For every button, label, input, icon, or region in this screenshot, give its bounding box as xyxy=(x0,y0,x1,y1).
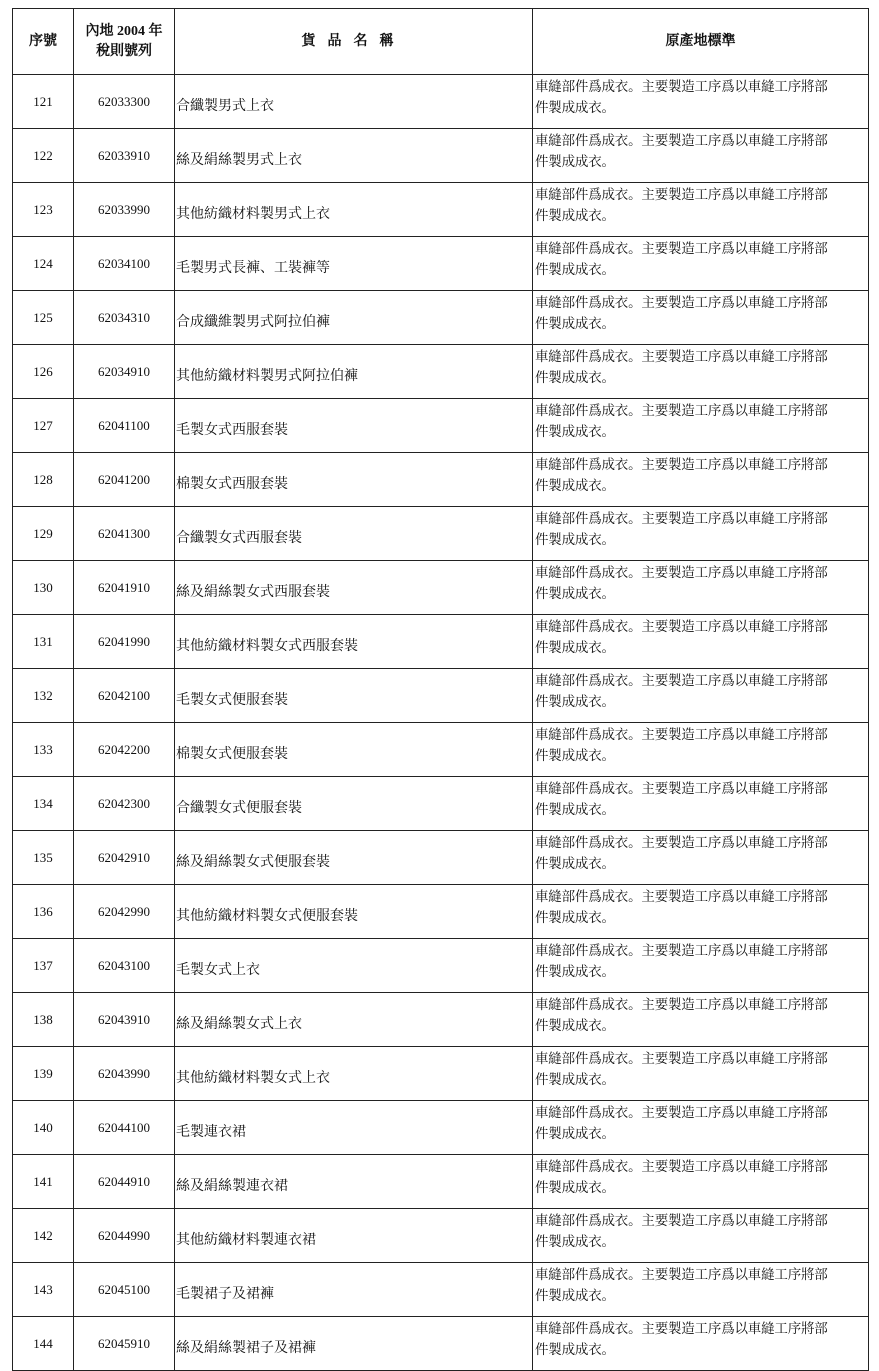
table-row xyxy=(13,1101,869,1155)
table-row xyxy=(13,777,869,831)
row-tariff-code: 62042200 xyxy=(74,723,175,777)
rules-of-origin-table xyxy=(12,8,869,1371)
row-origin-rule xyxy=(533,1047,869,1101)
row-origin-rule xyxy=(533,885,869,939)
row-origin-rule xyxy=(533,777,869,831)
table-row xyxy=(13,453,869,507)
table-row xyxy=(13,885,869,939)
row-seq: 143 xyxy=(13,1263,74,1317)
row-tariff-code: 62043990 xyxy=(74,1047,175,1101)
row-tariff-code: 62044990 xyxy=(74,1209,175,1263)
row-origin-rule-line2: 件製成成衣。 xyxy=(535,154,615,169)
row-origin-rule xyxy=(533,399,869,453)
header-seq: 序號 xyxy=(13,9,74,75)
row-goods-name: 毛製女式上衣 xyxy=(175,939,533,993)
row-origin-rule-line2: 件製成成衣。 xyxy=(535,316,615,331)
row-goods-name: 合纖製女式西服套裝 xyxy=(175,507,533,561)
row-origin-rule-line1: 車縫部件爲成衣。主要製造工序爲以車縫工序將部 xyxy=(535,511,828,526)
row-tariff-code: 62044910 xyxy=(74,1155,175,1209)
row-tariff-code: 62043910 xyxy=(74,993,175,1047)
row-goods-name: 毛製女式便服套裝 xyxy=(175,669,533,723)
row-tariff-code: 62042300 xyxy=(74,777,175,831)
table-row xyxy=(13,993,869,1047)
row-goods-name: 毛製連衣裙 xyxy=(175,1101,533,1155)
table-header-row xyxy=(13,9,869,75)
row-origin-rule-line1: 車縫部件爲成衣。主要製造工序爲以車縫工序將部 xyxy=(535,1159,828,1174)
row-seq: 141 xyxy=(13,1155,74,1209)
table-row xyxy=(13,75,869,129)
row-tariff-code: 62033300 xyxy=(74,75,175,129)
row-origin-rule-line2: 件製成成衣。 xyxy=(535,1180,615,1195)
row-goods-name: 絲及絹絲製裙子及裙褲 xyxy=(175,1317,533,1371)
row-origin-rule-line2: 件製成成衣。 xyxy=(535,100,615,115)
row-goods-name: 絲及絹絲製連衣裙 xyxy=(175,1155,533,1209)
row-tariff-code: 62034910 xyxy=(74,345,175,399)
row-origin-rule-line2: 件製成成衣。 xyxy=(535,478,615,493)
row-origin-rule-line2: 件製成成衣。 xyxy=(535,262,615,277)
document-page xyxy=(12,8,868,1371)
row-origin-rule-line1: 車縫部件爲成衣。主要製造工序爲以車縫工序將部 xyxy=(535,565,828,580)
row-origin-rule-line2: 件製成成衣。 xyxy=(535,370,615,385)
row-seq: 126 xyxy=(13,345,74,399)
row-goods-name: 絲及絹絲製女式西服套裝 xyxy=(175,561,533,615)
row-origin-rule-line1: 車縫部件爲成衣。主要製造工序爲以車縫工序將部 xyxy=(535,1105,828,1120)
row-goods-name: 棉製女式西服套裝 xyxy=(175,453,533,507)
row-goods-name: 合纖製男式上衣 xyxy=(175,75,533,129)
table-row xyxy=(13,1317,869,1371)
row-origin-rule-line1: 車縫部件爲成衣。主要製造工序爲以車縫工序將部 xyxy=(535,403,828,418)
table-row xyxy=(13,831,869,885)
row-goods-name: 合成纖維製男式阿拉伯褲 xyxy=(175,291,533,345)
row-origin-rule-line2: 件製成成衣。 xyxy=(535,802,615,817)
row-origin-rule xyxy=(533,507,869,561)
row-origin-rule-line2: 件製成成衣。 xyxy=(535,856,615,871)
row-seq: 144 xyxy=(13,1317,74,1371)
row-goods-name: 其他紡織材料製男式上衣 xyxy=(175,183,533,237)
table-row xyxy=(13,507,869,561)
row-origin-rule-line2: 件製成成衣。 xyxy=(535,208,615,223)
row-origin-rule xyxy=(533,993,869,1047)
table-row xyxy=(13,183,869,237)
row-origin-rule xyxy=(533,1317,869,1371)
row-seq: 125 xyxy=(13,291,74,345)
row-seq: 130 xyxy=(13,561,74,615)
table-row xyxy=(13,237,869,291)
table-row xyxy=(13,561,869,615)
row-origin-rule-line2: 件製成成衣。 xyxy=(535,1072,615,1087)
row-origin-rule xyxy=(533,1263,869,1317)
table-row xyxy=(13,291,869,345)
row-origin-rule-line1: 車縫部件爲成衣。主要製造工序爲以車縫工序將部 xyxy=(535,943,828,958)
row-tariff-code: 62045910 xyxy=(74,1317,175,1371)
row-origin-rule-line1: 車縫部件爲成衣。主要製造工序爲以車縫工序將部 xyxy=(535,727,828,742)
header-goods-name: 貨品名稱 xyxy=(175,9,533,75)
table-row xyxy=(13,1263,869,1317)
row-origin-rule xyxy=(533,1209,869,1263)
row-origin-rule-line2: 件製成成衣。 xyxy=(535,1234,615,1249)
row-tariff-code: 62042990 xyxy=(74,885,175,939)
row-goods-name: 合纖製女式便服套裝 xyxy=(175,777,533,831)
table-row xyxy=(13,399,869,453)
row-goods-name: 棉製女式便服套裝 xyxy=(175,723,533,777)
row-origin-rule xyxy=(533,1101,869,1155)
row-seq: 121 xyxy=(13,75,74,129)
row-origin-rule-line1: 車縫部件爲成衣。主要製造工序爲以車縫工序將部 xyxy=(535,1213,828,1228)
row-seq: 138 xyxy=(13,993,74,1047)
row-seq: 135 xyxy=(13,831,74,885)
row-tariff-code: 62044100 xyxy=(74,1101,175,1155)
row-origin-rule xyxy=(533,453,869,507)
table-row xyxy=(13,129,869,183)
row-origin-rule-line1: 車縫部件爲成衣。主要製造工序爲以車縫工序將部 xyxy=(535,1321,828,1336)
row-origin-rule-line1: 車縫部件爲成衣。主要製造工序爲以車縫工序將部 xyxy=(535,187,828,202)
row-origin-rule-line1: 車縫部件爲成衣。主要製造工序爲以車縫工序將部 xyxy=(535,79,828,94)
row-seq: 124 xyxy=(13,237,74,291)
row-tariff-code: 62033990 xyxy=(74,183,175,237)
row-origin-rule-line1: 車縫部件爲成衣。主要製造工序爲以車縫工序將部 xyxy=(535,619,828,634)
row-origin-rule-line2: 件製成成衣。 xyxy=(535,1126,615,1141)
row-goods-name: 絲及絹絲製男式上衣 xyxy=(175,129,533,183)
row-goods-name: 其他紡織材料製連衣裙 xyxy=(175,1209,533,1263)
row-origin-rule xyxy=(533,561,869,615)
row-tariff-code: 62043100 xyxy=(74,939,175,993)
row-tariff-code: 62042100 xyxy=(74,669,175,723)
row-goods-name: 毛製男式長褲、工裝褲等 xyxy=(175,237,533,291)
header-tariff-code-line2: 稅則號列 xyxy=(96,43,152,59)
row-origin-rule-line2: 件製成成衣。 xyxy=(535,748,615,763)
row-origin-rule-line1: 車縫部件爲成衣。主要製造工序爲以車縫工序將部 xyxy=(535,1051,828,1066)
row-origin-rule-line1: 車縫部件爲成衣。主要製造工序爲以車縫工序將部 xyxy=(535,295,828,310)
row-tariff-code: 62045100 xyxy=(74,1263,175,1317)
row-goods-name: 其他紡織材料製女式西服套裝 xyxy=(175,615,533,669)
row-origin-rule-line1: 車縫部件爲成衣。主要製造工序爲以車縫工序將部 xyxy=(535,673,828,688)
row-tariff-code: 62041990 xyxy=(74,615,175,669)
row-seq: 137 xyxy=(13,939,74,993)
header-tariff-code-line1: 內地 2004 年 xyxy=(85,23,163,39)
row-goods-name: 絲及絹絲製女式上衣 xyxy=(175,993,533,1047)
row-seq: 142 xyxy=(13,1209,74,1263)
row-origin-rule xyxy=(533,831,869,885)
table-row xyxy=(13,1155,869,1209)
row-tariff-code: 62034310 xyxy=(74,291,175,345)
table-row xyxy=(13,1209,869,1263)
row-goods-name: 其他紡織材料製女式上衣 xyxy=(175,1047,533,1101)
row-origin-rule-line2: 件製成成衣。 xyxy=(535,1342,615,1357)
row-goods-name: 其他紡織材料製男式阿拉伯褲 xyxy=(175,345,533,399)
row-origin-rule-line1: 車縫部件爲成衣。主要製造工序爲以車縫工序將部 xyxy=(535,349,828,364)
row-origin-rule-line1: 車縫部件爲成衣。主要製造工序爲以車縫工序將部 xyxy=(535,889,828,904)
row-goods-name: 毛製女式西服套裝 xyxy=(175,399,533,453)
row-origin-rule xyxy=(533,345,869,399)
row-origin-rule-line1: 車縫部件爲成衣。主要製造工序爲以車縫工序將部 xyxy=(535,1267,828,1282)
row-origin-rule xyxy=(533,1155,869,1209)
row-origin-rule-line2: 件製成成衣。 xyxy=(535,694,615,709)
row-seq: 123 xyxy=(13,183,74,237)
row-origin-rule xyxy=(533,939,869,993)
row-origin-rule xyxy=(533,723,869,777)
row-origin-rule-line1: 車縫部件爲成衣。主要製造工序爲以車縫工序將部 xyxy=(535,997,828,1012)
row-origin-rule xyxy=(533,75,869,129)
row-tariff-code: 62041910 xyxy=(74,561,175,615)
row-seq: 122 xyxy=(13,129,74,183)
row-origin-rule-line2: 件製成成衣。 xyxy=(535,640,615,655)
row-origin-rule-line2: 件製成成衣。 xyxy=(535,532,615,547)
row-origin-rule-line1: 車縫部件爲成衣。主要製造工序爲以車縫工序將部 xyxy=(535,241,828,256)
row-goods-name: 絲及絹絲製女式便服套裝 xyxy=(175,831,533,885)
table-row xyxy=(13,615,869,669)
row-origin-rule-line1: 車縫部件爲成衣。主要製造工序爲以車縫工序將部 xyxy=(535,457,828,472)
row-origin-rule xyxy=(533,237,869,291)
row-seq: 133 xyxy=(13,723,74,777)
row-origin-rule xyxy=(533,669,869,723)
row-tariff-code: 62041200 xyxy=(74,453,175,507)
table-row xyxy=(13,669,869,723)
row-origin-rule-line2: 件製成成衣。 xyxy=(535,586,615,601)
row-origin-rule-line1: 車縫部件爲成衣。主要製造工序爲以車縫工序將部 xyxy=(535,835,828,850)
row-origin-rule xyxy=(533,615,869,669)
row-seq: 134 xyxy=(13,777,74,831)
header-origin-rule: 原產地標準 xyxy=(533,9,869,75)
table-row xyxy=(13,345,869,399)
row-tariff-code: 62042910 xyxy=(74,831,175,885)
row-seq: 127 xyxy=(13,399,74,453)
row-tariff-code: 62041100 xyxy=(74,399,175,453)
row-origin-rule-line2: 件製成成衣。 xyxy=(535,910,615,925)
row-seq: 140 xyxy=(13,1101,74,1155)
row-origin-rule-line2: 件製成成衣。 xyxy=(535,1018,615,1033)
table-row xyxy=(13,939,869,993)
row-tariff-code: 62041300 xyxy=(74,507,175,561)
row-seq: 132 xyxy=(13,669,74,723)
row-origin-rule-line2: 件製成成衣。 xyxy=(535,1288,615,1303)
row-origin-rule xyxy=(533,129,869,183)
row-origin-rule-line2: 件製成成衣。 xyxy=(535,424,615,439)
table-body xyxy=(13,75,869,1371)
row-tariff-code: 62034100 xyxy=(74,237,175,291)
row-origin-rule xyxy=(533,291,869,345)
row-seq: 131 xyxy=(13,615,74,669)
table-row xyxy=(13,723,869,777)
row-seq: 129 xyxy=(13,507,74,561)
header-tariff-code xyxy=(74,9,175,75)
row-goods-name: 其他紡織材料製女式便服套裝 xyxy=(175,885,533,939)
row-seq: 136 xyxy=(13,885,74,939)
row-tariff-code: 62033910 xyxy=(74,129,175,183)
row-origin-rule-line2: 件製成成衣。 xyxy=(535,964,615,979)
row-seq: 128 xyxy=(13,453,74,507)
table-row xyxy=(13,1047,869,1101)
row-seq: 139 xyxy=(13,1047,74,1101)
row-goods-name: 毛製裙子及裙褲 xyxy=(175,1263,533,1317)
row-origin-rule xyxy=(533,183,869,237)
row-origin-rule-line1: 車縫部件爲成衣。主要製造工序爲以車縫工序將部 xyxy=(535,781,828,796)
row-origin-rule-line1: 車縫部件爲成衣。主要製造工序爲以車縫工序將部 xyxy=(535,133,828,148)
